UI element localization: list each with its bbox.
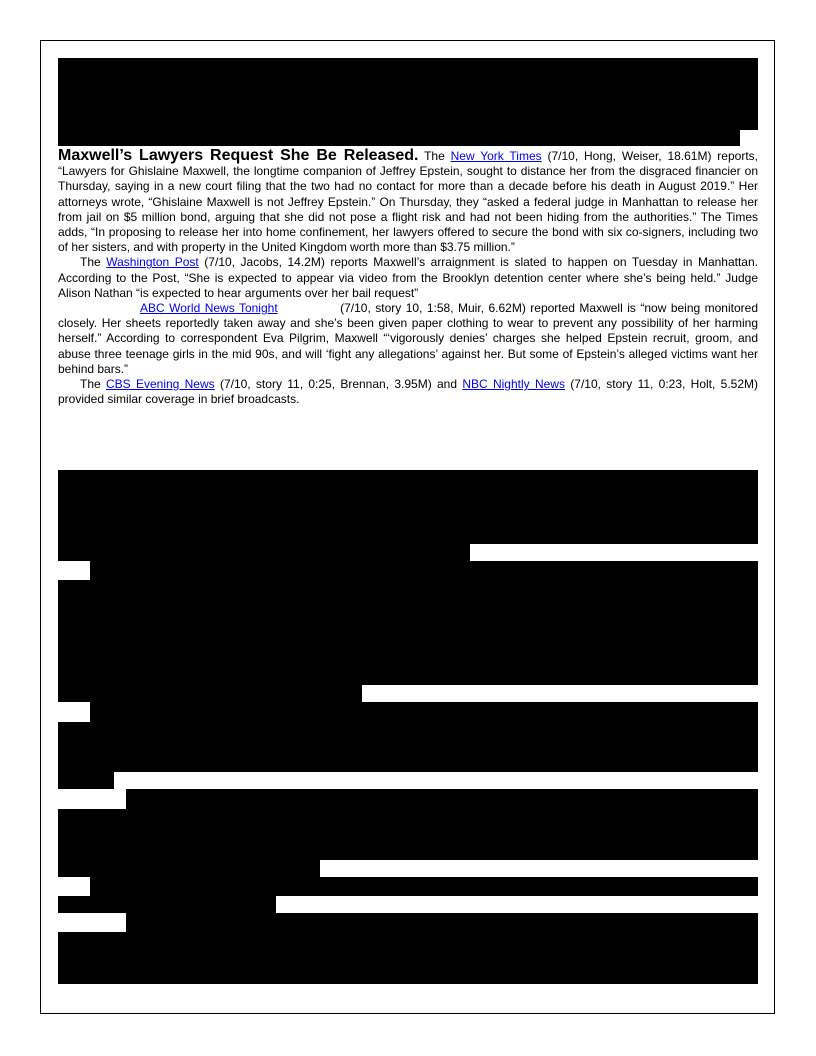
link-washington-post[interactable]: Washington Post	[106, 255, 199, 270]
redaction-block	[58, 580, 758, 685]
article-body	[58, 148, 758, 407]
redaction-block	[58, 809, 758, 860]
redaction-block	[58, 722, 758, 772]
link-nbc-nightly-news[interactable]: NBC Nightly News	[462, 377, 565, 392]
paragraph-washington-post: The Washington Post (7/10, Jacobs, 14.2M) reports Maxwell’s arraignment is slated to happen on Tuesday in Manhattan. According to the Post, “She is expected to appear via video from the Brooklyn detention center where she’s being held.” Judge Alison Nathan “is expected to hear arguments over her bail request”	[58, 255, 758, 300]
paragraph-nyt: Maxwell’s Lawyers Request She Be Released. The New York Times (7/10, Hong, Weiser, 18.61M) reports, “Lawyers for Ghislaine Maxwell, the longtime companion of Jeffrey Epstein, sought to distance her from the disgraced financier on Thursday, saying in a new court filing that the two had no contact for more than a decade before his death in August 2019.” Her attorneys wrote, “Ghislaine Maxwell is not Jeffrey Epstein.” On Thursday, they “asked a federal judge in Manhattan to release her from jail on $5 million bond, arguing that she did not pose a flight risk and had not been hiding from the authorities.” The Times adds, “In proposing to release her into home confinement, her lawyers offered to secure the bond with six co-signers, including two of her sisters, and with property in the United Kingdom worth more than $3.75 million.”	[58, 147, 758, 255]
redaction-block	[90, 561, 758, 580]
redaction-block	[90, 877, 758, 896]
link-abc-world-news-tonight[interactable]: ABC World News Tonight	[140, 301, 278, 316]
paragraph-cbs-nbc: The CBS Evening News (7/10, story 11, 0:25, Brennan, 3.95M) and NBC Nightly News (7/10, story 11, 0:23, Holt, 5.52M) provided similar coverage in brief broadcasts.	[58, 377, 758, 407]
redaction-block	[58, 685, 362, 702]
redaction-block	[58, 470, 758, 544]
redaction-block	[58, 58, 758, 130]
link-cbs-evening-news[interactable]: CBS Evening News	[105, 377, 215, 392]
redaction-block	[58, 932, 758, 984]
redaction-block	[90, 702, 758, 722]
redaction-block	[126, 913, 758, 932]
redaction-block	[58, 896, 276, 913]
headline: Maxwell’s Lawyers Request She Be Released.	[58, 147, 419, 164]
link-new-york-times[interactable]: New York Times	[450, 149, 542, 163]
redaction-block	[58, 860, 320, 877]
redaction-block	[58, 544, 470, 561]
paragraph-abc: ABC World News Tonight (7/10, story 10, 1:58, Muir, 6.62M) reported Maxwell is “now being monitored closely. Her sheets reportedly taken away and she’s been given paper clothing to wear to prevent any possibility of her harming herself.” According to correspondent Eva Pilgrim, Maxwell “‘vigorously denies’ charges she helped Epstein recruit, groom, and abuse three teenage girls in the mid 90s, and will ‘fight any allegations’ against her. But some of Epstein’s alleged victims want her behind bars.”	[58, 301, 758, 376]
redaction-block	[58, 130, 740, 146]
redaction-block	[126, 789, 758, 809]
redaction-block	[58, 772, 114, 789]
